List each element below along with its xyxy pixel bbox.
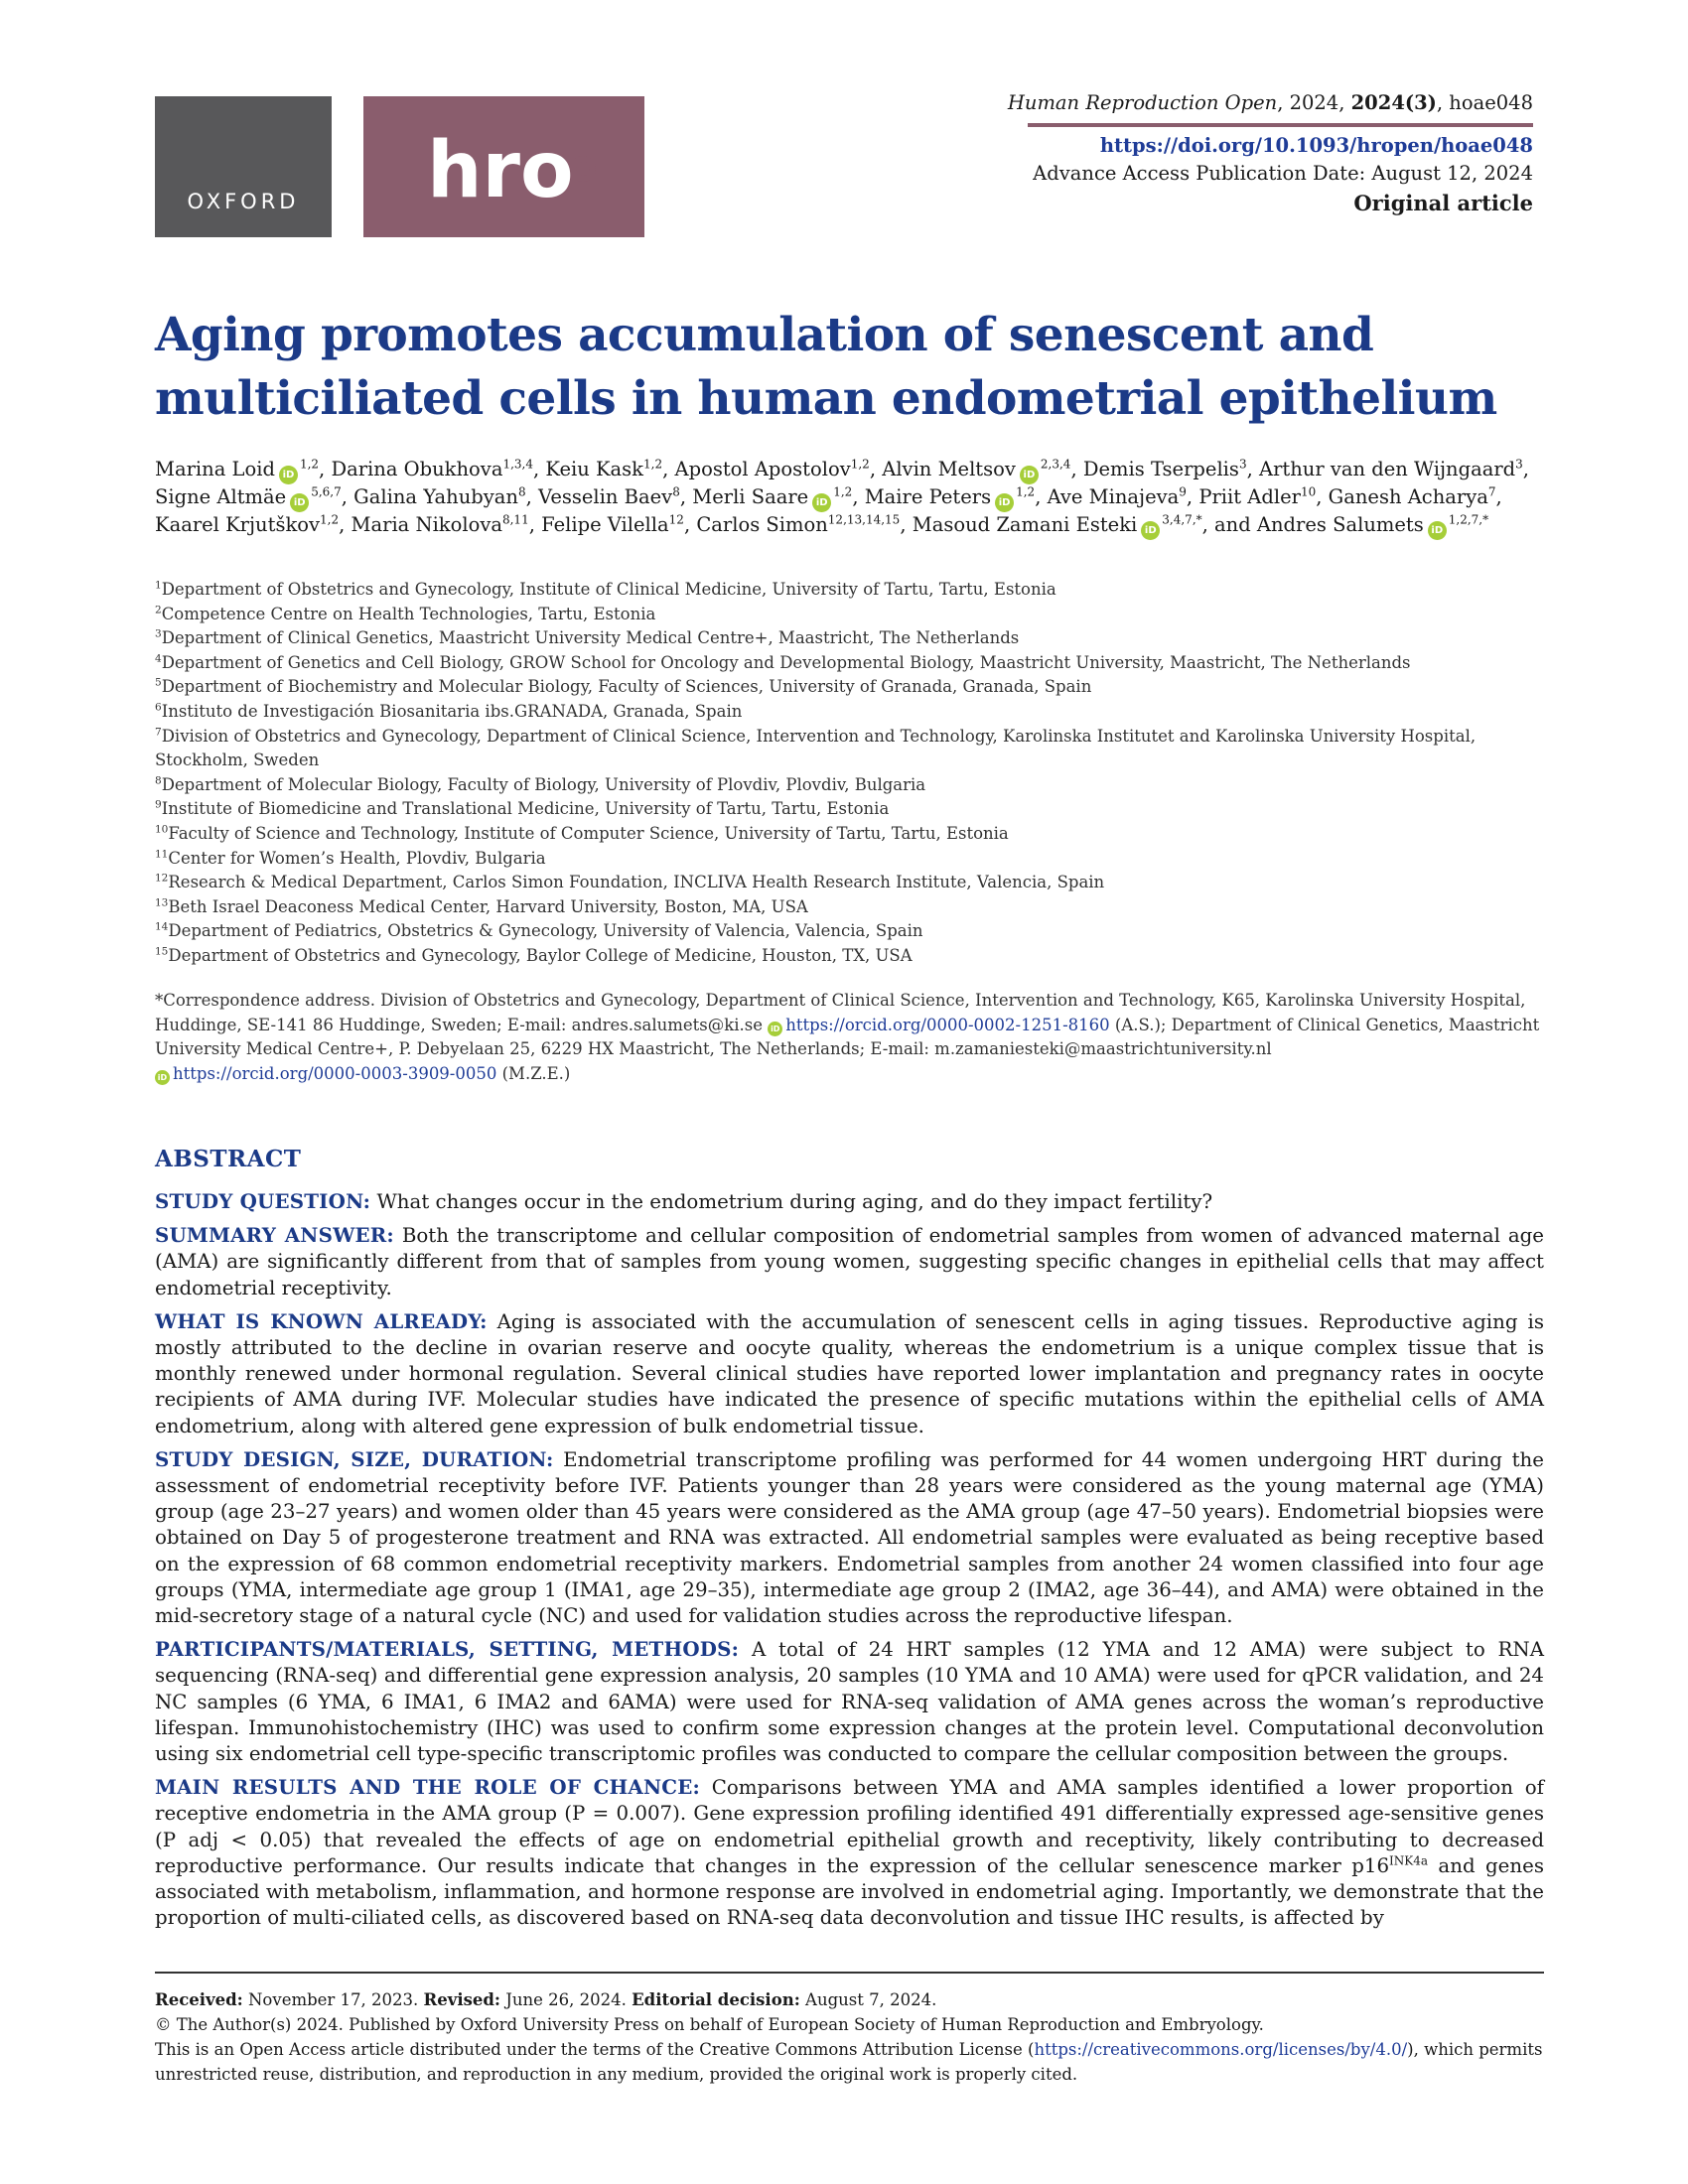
affiliation-number: 12	[155, 872, 169, 885]
author-affiliation-marker: 7	[1487, 484, 1496, 499]
abstract-section-text: A total of 24 HRT samples (12 YMA and 12 AMA) were subject to RNA sequencing (RNA-seq) and differential gene expression analysis, 20 samples (10 YMA and 10 AMA) were used for qPCR validation, and 24 NC samples (6 YMA, 6 IMA1, 6 IMA2 and 6AMA) were used for RNA-seq validation of AMA genes across the woman’s reproductive lifespan. Immunohistochemistry (IHC) was used to confirm some expression changes at the protein level. Computational deconvolution using six endometrial cell type-specific transcriptomic profiles was conducted to compare the cellular composition between the groups.	[155, 1638, 1544, 1766]
dates-line: Received: November 17, 2023. Revised: June 26, 2024. Editorial decision: August 7, 2024.	[155, 1990, 937, 2009]
author-list: Marina Loid iD$^{1,2}$, Darina Obukhova$^{1,3,4}$, Keiu Kask$^{1,2}$, Apostol Apostolov$^{1,2}$, Alvin Meltsov iD$^{2,3,4}$, Demis Tserpelis$^3$, Arthur van den Wijngaard$^3$, Signe Altmäe iD$^{5,6,7}$, Galina Yahubyan$^8$, Vesselin Baev$^8$, Merli Saare iD$^{1,2}$, Maire Peters iD$^{1,2}$, Ave Minajeva$^9$, Priit Adler$^{10}$, Ganesh Acharya$^7$, Kaarel Krjutškov$^{1,2}$, Maria Nikolova$^{8,11}$, Felipe Vilella$^{12}$, Carlos Simon$^{12,13,14,15}$, Masoud Zamani Esteki $iD^{3,4,7,*}$, and Andres Salumets $iD^{1,2,7,*}$	[155, 457, 1545, 540]
oxford-logo	[155, 96, 332, 237]
author-affiliation-marker: 9	[1179, 484, 1187, 499]
author-name: Kaarel Krjutškov	[155, 513, 321, 536]
affiliation-item	[155, 822, 1545, 847]
affiliation-text: Competence Centre on Health Technologies, Tartu, Estonia	[161, 604, 656, 623]
abstract-section	[155, 1446, 1544, 1629]
abstract-section-label: STUDY QUESTION:	[155, 1189, 371, 1213]
hro-logo	[363, 96, 644, 237]
author-affiliation-marker: 3,4,7,*	[1162, 512, 1202, 527]
affiliation-item	[155, 944, 1545, 969]
affiliation-item	[155, 797, 1545, 822]
author-affiliation-marker: 2,3,4	[1040, 457, 1071, 472]
affiliation-item	[155, 847, 1545, 872]
affiliation-item	[155, 725, 1545, 773]
doi-link[interactable]: https://doi.org/10.1093/hropen/hoae048	[1099, 134, 1533, 157]
author-affiliation-marker: 1,2	[833, 484, 853, 499]
affiliation-number: 1	[155, 579, 162, 592]
author-name: Masoud Zamani Esteki	[912, 513, 1138, 536]
affiliation-text: Department of Clinical Genetics, Maastricht University Medical Centre+, Maastricht, The Netherlands	[161, 628, 1020, 648]
journal-citation: Human Reproduction Open, 2024, 2024(3), hoae048	[1007, 91, 1533, 114]
abstract-section	[155, 1308, 1544, 1439]
author-affiliation-marker: 1,3,4	[502, 457, 533, 472]
affiliation-number: 7	[155, 726, 162, 739]
orcid-icon: iD	[768, 1022, 782, 1036]
affiliation-text: Department of Molecular Biology, Faculty of Biology, University of Plovdiv, Plovdiv, Bulgaria	[161, 774, 926, 794]
article-footer	[155, 1987, 1545, 2087]
affiliation-text: Instituto de Investigación Biosanitaria ibs.GRANADA, Granada, Spain	[161, 701, 743, 721]
advance-access-date: Advance Access Publication Date: August 12, 2024	[1033, 162, 1533, 185]
title-line-1: Aging promotes accumulation of senescent and	[155, 308, 1374, 362]
affiliation-text: Department of Genetics and Cell Biology, GROW School for Oncology and Developmental Biology, Maastricht University, Maastricht, The Netherlands	[161, 652, 1411, 672]
hro-logo-text: hro	[427, 126, 574, 215]
author-name: Apostol Apostolov	[674, 458, 851, 480]
affiliation-text: Institute of Biomedicine and Translational Medicine, University of Tartu, Tartu, Estonia	[161, 799, 890, 819]
author-affiliation-marker: 1,2	[643, 457, 663, 472]
copyright-line: © The Author(s) 2024. Published by Oxford University Press on behalf of European Society of Human Reproduction and Embryology.	[155, 2015, 1264, 2034]
author-affiliation-marker: 8	[518, 484, 526, 499]
author-affiliation-marker: 3	[1515, 457, 1523, 472]
affiliation-number: 5	[155, 676, 162, 689]
orcid-link[interactable]: https://orcid.org/0000-0003-3909-0050	[173, 1063, 497, 1083]
orcid-icon[interactable]: iD	[812, 493, 831, 512]
abstract-heading: ABSTRACT	[155, 1146, 302, 1172]
orcid-icon[interactable]: iD	[279, 466, 298, 484]
author-name: Ave Minajeva	[1047, 485, 1180, 508]
affiliation-number: 15	[155, 945, 169, 958]
orcid-icon[interactable]: iD	[995, 493, 1014, 512]
affiliation-number: 4	[155, 652, 162, 665]
affiliation-item	[155, 919, 1545, 944]
affiliation-number: 2	[155, 604, 162, 616]
author-affiliation-marker: 8	[672, 484, 680, 499]
author-name: Maire Peters	[864, 485, 992, 508]
author-affiliation-marker: 1,2	[320, 512, 340, 527]
author-affiliation-marker: 8,11	[501, 512, 529, 527]
orcid-icon: iD	[155, 1070, 170, 1085]
author-affiliation-marker: 1,2,7,*	[1448, 512, 1489, 527]
orcid-icon[interactable]: iD	[1141, 521, 1160, 540]
author-affiliation-marker: 1,2	[850, 457, 870, 472]
author-name: Merli Saare	[692, 485, 809, 508]
affiliation-text: Beth Israel Deaconess Medical Center, Harvard University, Boston, MA, USA	[168, 896, 808, 916]
author-name: Darina Obukhova	[331, 458, 503, 480]
author-name: Maria Nikolova	[351, 513, 502, 536]
author-name: Ganesh Acharya	[1328, 485, 1488, 508]
oxford-logo-text: OXFORD	[187, 190, 300, 213]
affiliation-item	[155, 895, 1545, 920]
abstract-body	[155, 1188, 1544, 1938]
abstract-section-label: PARTICIPANTS/MATERIALS, SETTING, METHODS:	[155, 1637, 740, 1662]
affiliation-number: 8	[155, 774, 162, 787]
affiliation-number: 9	[155, 798, 162, 811]
author-affiliation-marker: 1,2	[299, 457, 320, 472]
affiliation-number: 11	[155, 848, 169, 861]
author-affiliation-marker: 5,6,7	[311, 484, 342, 499]
affiliation-number: 6	[155, 701, 162, 714]
orcid-icon[interactable]: iD	[1020, 466, 1039, 484]
hro-logo-mark	[363, 96, 644, 237]
author-name: Vesselin Baev	[538, 485, 673, 508]
footer-rule	[155, 1972, 1544, 1974]
title-line-2: multiciliated cells in human endometrial epithelium	[155, 371, 1497, 426]
author-name: Marina Loid	[155, 458, 275, 480]
orcid-link[interactable]: https://orcid.org/0000-0002-1251-8160	[785, 1015, 1110, 1034]
author-name: Carlos Simon	[696, 513, 828, 536]
affiliation-number: 3	[155, 627, 162, 640]
affiliation-text: Center for Women’s Health, Plovdiv, Bulgaria	[168, 848, 546, 868]
author-name: Galina Yahubyan	[353, 485, 518, 508]
affiliation-text: Department of Biochemistry and Molecular Biology, Faculty of Sciences, University of Granada, Granada, Spain	[161, 677, 1092, 697]
license-link[interactable]: https://creativecommons.org/licenses/by/4.0/	[1034, 2040, 1408, 2059]
abstract-section	[155, 1188, 1544, 1215]
affiliation-item	[155, 700, 1545, 725]
abstract-section-text: What changes occur in the endometrium during aging, and do they impact fertility?	[376, 1190, 1213, 1213]
article-type: Original article	[1353, 191, 1533, 215]
author-name: Signe Altmäe	[155, 485, 287, 508]
author-affiliation-marker: 10	[1300, 484, 1317, 499]
author-name: Arthur van den Wijngaard	[1258, 458, 1516, 480]
orcid-icon[interactable]: iD	[1428, 521, 1447, 540]
affiliation-item	[155, 651, 1545, 676]
abstract-section-label: STUDY DESIGN, SIZE, DURATION:	[155, 1446, 554, 1471]
article-title	[155, 304, 1545, 431]
affiliation-item	[155, 773, 1545, 798]
orcid-icon[interactable]: iD	[290, 493, 309, 512]
abstract-section-label: SUMMARY ANSWER:	[155, 1223, 394, 1248]
author-name: Demis Tserpelis	[1082, 458, 1239, 480]
abstract-section-label: MAIN RESULTS AND THE ROLE OF CHANCE:	[155, 1775, 700, 1800]
affiliation-item	[155, 675, 1545, 700]
affiliation-item	[155, 626, 1545, 651]
author-name: Felipe Vilella	[541, 513, 669, 536]
affiliation-text: Department of Obstetrics and Gynecology, Institute of Clinical Medicine, University of Tartu, Tartu, Estonia	[161, 580, 1056, 599]
header-rule	[1028, 123, 1533, 127]
affiliation-number: 10	[155, 823, 169, 836]
affiliation-number: 13	[155, 896, 169, 909]
author-name: Andres Salumets	[1256, 513, 1424, 536]
affiliation-item	[155, 578, 1545, 603]
correspondence-address: *Correspondence address. Division of Obstetrics and Gynecology, Department of Clinical Science, Intervention and Technology, K65, Karolinska University Hospital, Huddinge, SE-141 86 Huddinge, Sweden; E-mail: andres.salumets@ki.se iD https://orcid.org/0000-0002-1251-8160 (A.S.); Department of Clinical Genetics, Maastricht University Medical Centre+, P. Debyelaan 25, 6229 HX Maastricht, The Netherlands; E-mail: m.zamaniesteki@maastrichtuniversity.nl iD https://orcid.org/0000-0003-3909-0050 (M.Z.E.)	[155, 991, 1540, 1083]
affiliation-item	[155, 603, 1545, 627]
affiliation-item	[155, 871, 1545, 895]
affiliation-number: 14	[155, 920, 169, 933]
affiliations-list	[155, 578, 1545, 969]
author-affiliation-marker: 12	[668, 512, 684, 527]
author-affiliation-marker: 1,2	[1016, 484, 1036, 499]
author-name: Keiu Kask	[545, 458, 644, 480]
abstract-section-text: Aging is associated with the accumulation of senescent cells in aging tissues. Reproductive aging is mostly attributed to the decline in ovarian reserve and oocyte quality, whereas the endometrium is a unique complex tissue that is monthly renewed under hormonal regulation. Several clinical studies have reported lower implantation and pregnancy rates in oocyte recipients of AMA during IVF. Molecular studies have indicated the presence of specific mutations within the epithelial cells of AMA endometrium, along with altered gene expression of bulk endometrial tissue.	[155, 1309, 1544, 1437]
author-affiliation-marker: 3	[1238, 457, 1247, 472]
affiliation-text: Research & Medical Department, Carlos Simon Foundation, INCLIVA Health Research Institute, Valencia, Spain	[168, 873, 1105, 892]
abstract-section	[155, 1222, 1544, 1301]
abstract-section: MAIN RESULTS AND THE ROLE OF CHANCE: Comparisons between YMA and AMA samples identified a lower proportion of receptive endometria in the AMA group (P = 0.007). Gene expression profiling identified 491 differentially expressed age-sensitive genes (P adj < 0.05) that revealed the effects of age on endometrial epithelial growth and receptivity, likely contributing to decreased reproductive performance. Our results indicate that changes in the expression of the cellular senescence marker $p16^{INK4a}$ and genes associated with metabolism, inflammation, and hormone response are involved in endometrial aging. Importantly, we demonstrate that the proportion of multi-ciliated cells, as discovered based on RNA-seq data deconvolution and tissue IHC results, is affected by	[155, 1775, 1544, 1930]
affiliation-text: Department of Obstetrics and Gynecology, Baylor College of Medicine, Houston, TX, USA	[168, 945, 913, 965]
abstract-section-label: WHAT IS KNOWN ALREADY:	[155, 1308, 488, 1333]
affiliation-text: Department of Pediatrics, Obstetrics & Gynecology, University of Valencia, Valencia, Spain	[168, 921, 923, 941]
affiliation-text: Division of Obstetrics and Gynecology, Department of Clinical Science, Intervention and Technology, Karolinska Institutet and Karolinska University Hospital, Stockholm, Sweden	[155, 726, 1477, 770]
abstract-section-text: Both the transcriptome and cellular composition of endometrial samples from women of advanced maternal age (AMA) are significantly different from that of samples from young women, suggesting specific changes in epithelial cells that may affect endometrial receptivity.	[155, 1224, 1544, 1299]
license-text: This is an Open Access article distributed under the terms of the Creative Commons Attribution License (https://creativecommons.org/licenses/by/4.0/), which permits unrestricted reuse, distribution, and reproduction in any medium, provided the original work is properly cited.	[155, 2040, 1543, 2084]
abstract-section-text: Endometrial transcriptome profiling was performed for 44 women undergoing HRT during the assessment of endometrial receptivity before IVF. Patients younger than 28 years were considered as the young maternal age (YMA) group (age 23–27 years) and women older than 45 years were considered as the AMA group (age 47–50 years). Endometrial biopsies were obtained on Day 5 of progesterone treatment and RNA was extracted. All endometrial samples were evaluated as being receptive based on the expression of 68 common endometrial receptivity markers. Endometrial samples from another 24 women classified into four age groups (YMA, intermediate age group 1 (IMA1, age 29–35), intermediate age group 2 (IMA2, age 36–44), and AMA) were obtained in the mid-secretory stage of a natural cycle (NC) and used for validation studies across the reproductive lifespan.	[155, 1447, 1544, 1628]
author-name: Priit Adler	[1198, 485, 1301, 508]
author-name: Alvin Meltsov	[882, 458, 1016, 480]
affiliation-text: Faculty of Science and Technology, Institute of Computer Science, University of Tartu, Tartu, Estonia	[168, 823, 1009, 843]
author-affiliation-marker: 12,13,14,15	[827, 512, 901, 527]
abstract-section	[155, 1636, 1544, 1767]
